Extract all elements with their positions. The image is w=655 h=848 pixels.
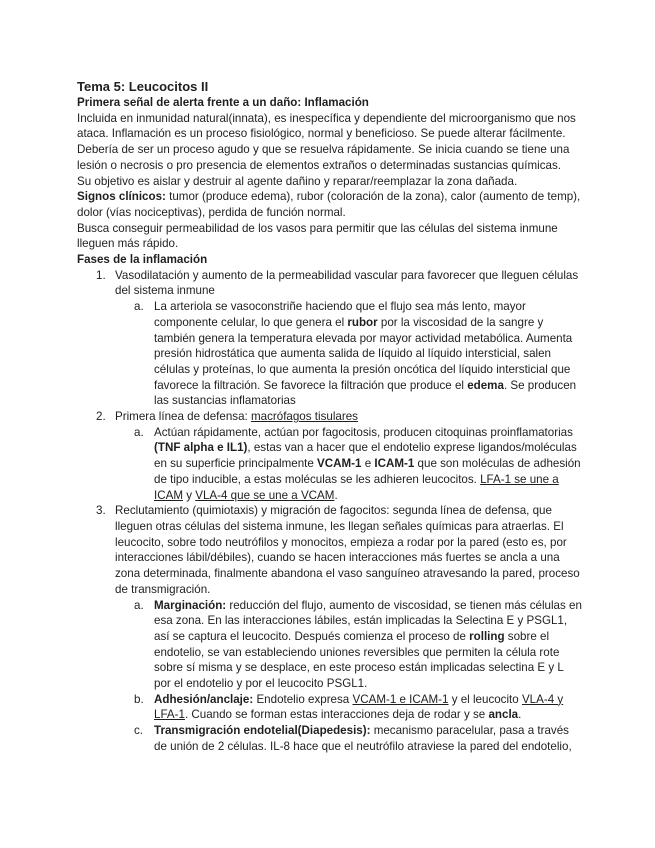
list-number: 3. bbox=[96, 504, 106, 518]
bold-term-margination: Marginación: bbox=[154, 598, 227, 612]
intro-paragraph: Incluida en inmunidad natural(innata), es inespecífica y dependiente del microorganismo que nos ataca. Inflamación es un proceso fisiológico, normal y beneficioso. Se puede alterar fácilmente. Debería de ser un proceso agudo y que se resuelva rápidamente. Se inicia cuando se tiene una lesión o necrosis o pro presencia de elementos extraños o determinadas sustancias químicas. bbox=[77, 111, 576, 172]
list-letter: a. bbox=[134, 300, 144, 314]
text-run: Actúan rápidamente, actúan por fagocitosis, producen citoquinas proinflamatorias bbox=[154, 425, 573, 439]
phase-item-3 bbox=[77, 503, 582, 597]
page-title: Tema 5: Leucocitos II bbox=[77, 79, 209, 94]
text-run: que son moléculas de adhesión de tipo inducible, a estas moléculas se les adhieren leucocitos. bbox=[154, 457, 581, 486]
text-run: y el leucocito bbox=[448, 692, 522, 706]
text-run: La arteriola se vasoconstriñe haciendo que el flujo sea más lento, mayor componente celular, lo que genera el bbox=[154, 300, 526, 329]
text-run: . Se producen las sustancias inflamatorias bbox=[154, 378, 577, 408]
bold-term-rolling: rolling bbox=[469, 629, 505, 643]
list-letter: a. bbox=[134, 425, 144, 439]
bold-term-edema: edema bbox=[467, 378, 504, 392]
document-content bbox=[77, 78, 582, 755]
clinical-signs-text: tumor (produce edema), rubor (coloración de la zona), calor (aumento de temp), dolor (vías nociceptivas), perdida de función normal. bbox=[77, 190, 581, 219]
text-run: por la viscosidad de la sangre y también genera la temperatura elevada por mayor actividad metabólica. Aumenta presión hidrostática que aumenta salida de líquido al líquido intersticial, salen células y proteínas, lo que aumenta la presión oncótica del líquido intersticial que favorece la filtración. Se favorece la filtración que produce el bbox=[154, 315, 573, 392]
phase-item-2 bbox=[77, 409, 582, 425]
text-run: . bbox=[518, 708, 522, 722]
text-run: sobre el endotelio, se van estableciendo uniones reversibles que permiten la célula rote sobre sí misma y se desplace, en este proceso están implicadas selectina E y L por el endotelio y por el leucocito PSGL1. bbox=[154, 629, 564, 691]
list-letter: a. bbox=[134, 598, 144, 612]
bold-term-adhesion: Adhesión/anclaje: bbox=[154, 692, 254, 706]
phase-2-subitem-a bbox=[77, 425, 582, 504]
bold-term-rubor: rubor bbox=[347, 315, 378, 329]
underlined-term-macrophages: macrófagos tisulares bbox=[250, 410, 358, 424]
list-item-text: Reclutamiento (quimiotaxis) y migración de fagocitos: segunda línea de defensa, que lleguen otras células del sistema inmune, les llegan señales químicas para atraerlas. El leucocito, sobre todo neutrófilos y monocitos, empieza a rodar por la pared (esto es, por interacciones lábil/débiles), cuando se hacen interacciones más fuertes se ancla a una zona determinada, finalmente abandona el vaso sanguíneo atravesando la pared, proceso de transmigración. bbox=[115, 504, 580, 596]
text-run: . bbox=[334, 488, 338, 502]
bold-term-icam1: ICAM-1 bbox=[374, 457, 415, 471]
list-item-text: Vasodilatación y aumento de la permeabilidad vascular para favorecer que lleguen células del sistema inmune bbox=[115, 268, 579, 298]
list-number: 1. bbox=[96, 268, 106, 282]
bold-term-ancla: ancla bbox=[488, 708, 519, 722]
text-run: e bbox=[361, 457, 375, 471]
phase-3-subitem-b bbox=[77, 692, 582, 723]
underlined-term-vla4-lfa1: VLA-4 y LFA-1 bbox=[154, 692, 564, 722]
phase-3-subitem-a bbox=[77, 598, 582, 692]
bold-term-vcam1: VCAM-1 bbox=[317, 457, 362, 471]
text-run: y bbox=[182, 488, 196, 502]
objective-paragraph: Su objetivo es aislar y destruir al agente dañino y reparar/reemplazar la zona dañada. bbox=[77, 174, 518, 188]
underlined-term-lfa1: LFA-1 se une a ICAM bbox=[154, 472, 559, 502]
list-item-text: Primera línea de defensa: bbox=[115, 410, 251, 424]
bold-term-cytokines: (TNF alpha e IL1) bbox=[154, 441, 248, 455]
text-run: mecanismo paracelular, pasa a través de unión de 2 células. IL-8 hace que el neutrófilo atraviese la pared del endotelio, bbox=[154, 724, 572, 753]
text-run: . Cuando se forman estas interacciones deja de rodar y se bbox=[184, 708, 489, 722]
phase-item-1 bbox=[77, 268, 582, 299]
list-letter: c. bbox=[134, 724, 144, 738]
list-number: 2. bbox=[96, 410, 106, 424]
list-letter: b. bbox=[134, 692, 144, 706]
underlined-term-vla4: VLA-4 que se une a VCAM bbox=[195, 488, 335, 502]
phase-3-subitem-c bbox=[77, 723, 582, 754]
text-run: reducción del flujo, aumento de viscosidad, se tienen más células en esa zona. En las interacciones lábiles, están implicadas la Selectina E y PSGL1, así se captura el leucocito. Después comienza el proceso de bbox=[154, 598, 582, 643]
section-heading-inflammation: Primera señal de alerta frente a un daño: Inflamación bbox=[77, 96, 369, 109]
clinical-signs-label: Signos clínicos: bbox=[77, 190, 166, 204]
goal-paragraph: Busca conseguir permeabilidad de los vasos para permitir que las células del sistema inmune lleguen más rápido. bbox=[77, 221, 558, 251]
text-run: , estas van a hacer que el endotelio exprese ligandos/moléculas en su superficie principalmente bbox=[154, 441, 577, 471]
bold-term-diapedesis: Transmigración endotelial(Diapedesis): bbox=[154, 724, 371, 738]
underlined-term-vcam-icam: VCAM-1 e ICAM-1 bbox=[352, 692, 449, 706]
section-heading-phases: Fases de la inflamación bbox=[77, 253, 208, 267]
text-run: Endotelio expresa bbox=[253, 692, 353, 706]
clinical-signs-paragraph bbox=[77, 189, 582, 220]
phase-1-subitem-a bbox=[77, 299, 582, 409]
